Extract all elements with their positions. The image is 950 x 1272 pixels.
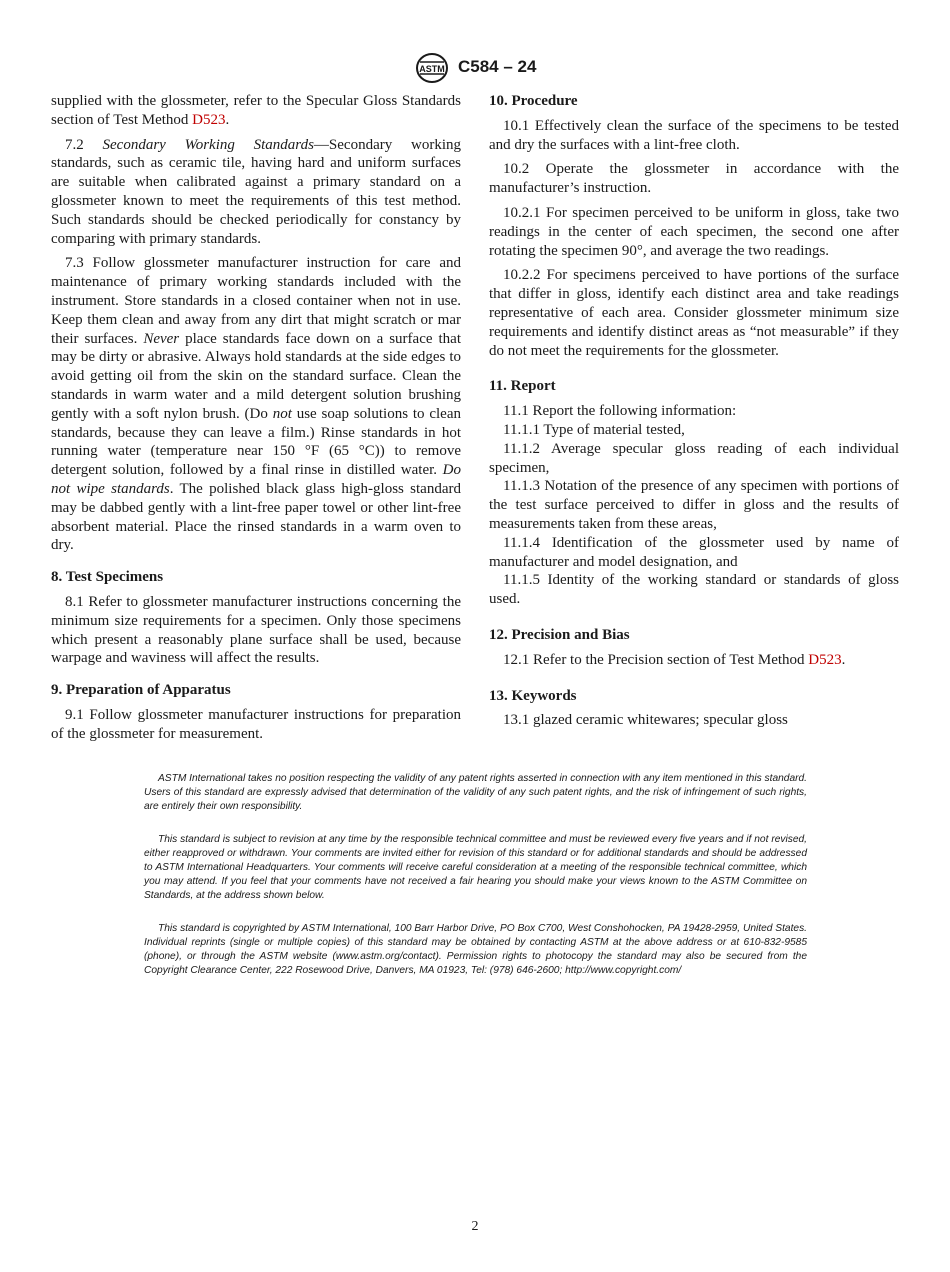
- paragraph-11-1: 11.1 Report the following information:: [503, 403, 737, 420]
- svg-text:ASTM: ASTM: [419, 64, 445, 74]
- left-column: [51, 92, 461, 750]
- legal-footer: [144, 772, 807, 998]
- paragraph-11-1-4: 11.1.4 Identification of the glossmeter used by name of manufacturer and model designation, and: [489, 534, 899, 570]
- d523-link[interactable]: D523: [192, 111, 226, 128]
- paragraph-10-1: 10.1 Effectively clean the surface of the specimens to be tested and dry the surfaces with a lint-free cloth.: [489, 117, 899, 153]
- section-heading-8: 8. Test Specimens: [51, 569, 164, 586]
- astm-logo-icon: [414, 52, 450, 84]
- section-heading-13: 13. Keywords: [489, 687, 577, 704]
- section-heading-10: 10. Procedure: [489, 93, 578, 109]
- paragraph-12-1: 12.1 Refer to the Precision section of Test Method D523.: [503, 651, 846, 668]
- paragraph-10-2: 10.2 Operate the glossmeter in accordance with the manufacturer’s instruction.: [489, 161, 899, 197]
- page-header: [0, 52, 950, 84]
- paragraph-10-2-1: 10.2.1 For specimen perceived to be uniform in gloss, take two readings in the center of each specimen, the second one after rotating the specimen 90°, and average the two readings.: [489, 204, 899, 259]
- paragraph-10-2-2: 10.2.2 For specimens perceived to have portions of the surface that differ in gloss, identify each distinct area and take readings representative of each area. Consider glossmeter minimum size requirements and identify distinct areas as “not measurable” if they do not meet the requirements for the glossmeter.: [489, 267, 899, 359]
- page-number: 2: [471, 1219, 479, 1234]
- section-heading-9: 9. Preparation of Apparatus: [51, 682, 231, 699]
- footer-copyright-notice: This standard is copyrighted by ASTM International, 100 Barr Harbor Drive, PO Box C700, West Conshohocken, PA 19428-2959, United States. Individual reprints (single or multiple copies) of this standard may be obtained by contacting ASTM at the above address or at 610-832-9585 (phone), or through the ASTM website (www.astm.org/contact). Permission rights to photocopy the standard may also be secured from the Copyright Clearance Center, 222 Rosewood Drive, Danvers, MA 01923, Tel: (978) 646-2600; http://www.copyright.com/: [144, 923, 807, 976]
- footer-patent-notice: ASTM International takes no position respecting the validity of any patent rights asserted in connection with any item mentioned in this standard. Users of this standard are expressly advised that determination of the validity of any such patent rights, and the risk of infringement of such rights, are entirely their own responsibility.: [144, 773, 807, 812]
- d523-link[interactable]: D523: [808, 651, 842, 668]
- paragraph-continued: supplied with the glossmeter, refer to the Specular Gloss Standards section of Test Method D523.: [51, 93, 461, 128]
- section-heading-12: 12. Precision and Bias: [489, 626, 630, 643]
- paragraph-7-3: 7.3 Follow glossmeter manufacturer instruction for care and maintenance of primary working standards included with the instrument. Store standards in a closed container when not in use. Keep them clean and away from any dirt that might scratch or mar their surfaces. Never place standards face down on a surface that may be dirty or abrasive. Always hold standards at the side edges to avoid getting oil from the skin on the standard surface. Clean the standards in warm water and a mild detergent solution brushing gently with a soft nylon brush. (Do not use soap solutions to clean standards, because they can leave a film.) Rinse standards in hot running water (temperature near 150 °F (65 °C)) to remove detergent solution, followed by a final rinse in distilled water. Do not wipe standards. The polished black glass high-gloss standard may be dabbed gently with a lint-free paper towel or other lint-free absorbent material. Place the rinsed standards in a warm oven to dry.: [51, 255, 461, 554]
- paragraph-11-1-5: 11.1.5 Identity of the working standard or standards of gloss used.: [489, 572, 899, 608]
- document-id: C584 – 24: [458, 57, 537, 76]
- paragraph-11-1-2: 11.1.2 Average specular gloss reading of each individual specimen,: [489, 440, 899, 476]
- paragraph-7-2: 7.2 Secondary Working Standards—Secondary working standards, such as ceramic tile, having hard and uniform surfaces are suitable when calibrated against a primary standard on a glossmeter known to meet the requirements of this test method. Such standards should be checked periodically for constancy by comparing with primary standards.: [51, 136, 461, 247]
- section-heading-11: 11. Report: [489, 378, 556, 395]
- paragraph-9-1: 9.1 Follow glossmeter manufacturer instructions for preparation of the glossmeter for measurement.: [51, 706, 461, 742]
- paragraph-8-1: 8.1 Refer to glossmeter manufacturer instructions concerning the minimum size requirements for a specimen. Only those specimens which present a reasonably plane surface shall be used, because warpage and waviness will affect the results.: [51, 593, 461, 667]
- right-column: [489, 92, 899, 736]
- paragraph-11-1-3: 11.1.3 Notation of the presence of any specimen with portions of the test surface perceived to differ in gloss and the results of measurements taken from these areas,: [489, 478, 899, 532]
- paragraph-11-1-1: 11.1.1 Type of material tested,: [503, 421, 685, 438]
- paragraph-13-1: 13.1 glazed ceramic whitewares; specular gloss: [503, 712, 788, 729]
- footer-revision-notice: This standard is subject to revision at any time by the responsible technical committee and must be reviewed every five years and if not revised, either reapproved or withdrawn. Your comments are invited either for revision of this standard or for additional standards and should be addressed to ASTM International Headquarters. Your comments will receive careful consideration at a meeting of the responsible technical committee, which you may attend. If you feel that your comments have not received a fair hearing you should make your views known to the ASTM Committee on Standards, at the address shown below.: [144, 834, 807, 901]
